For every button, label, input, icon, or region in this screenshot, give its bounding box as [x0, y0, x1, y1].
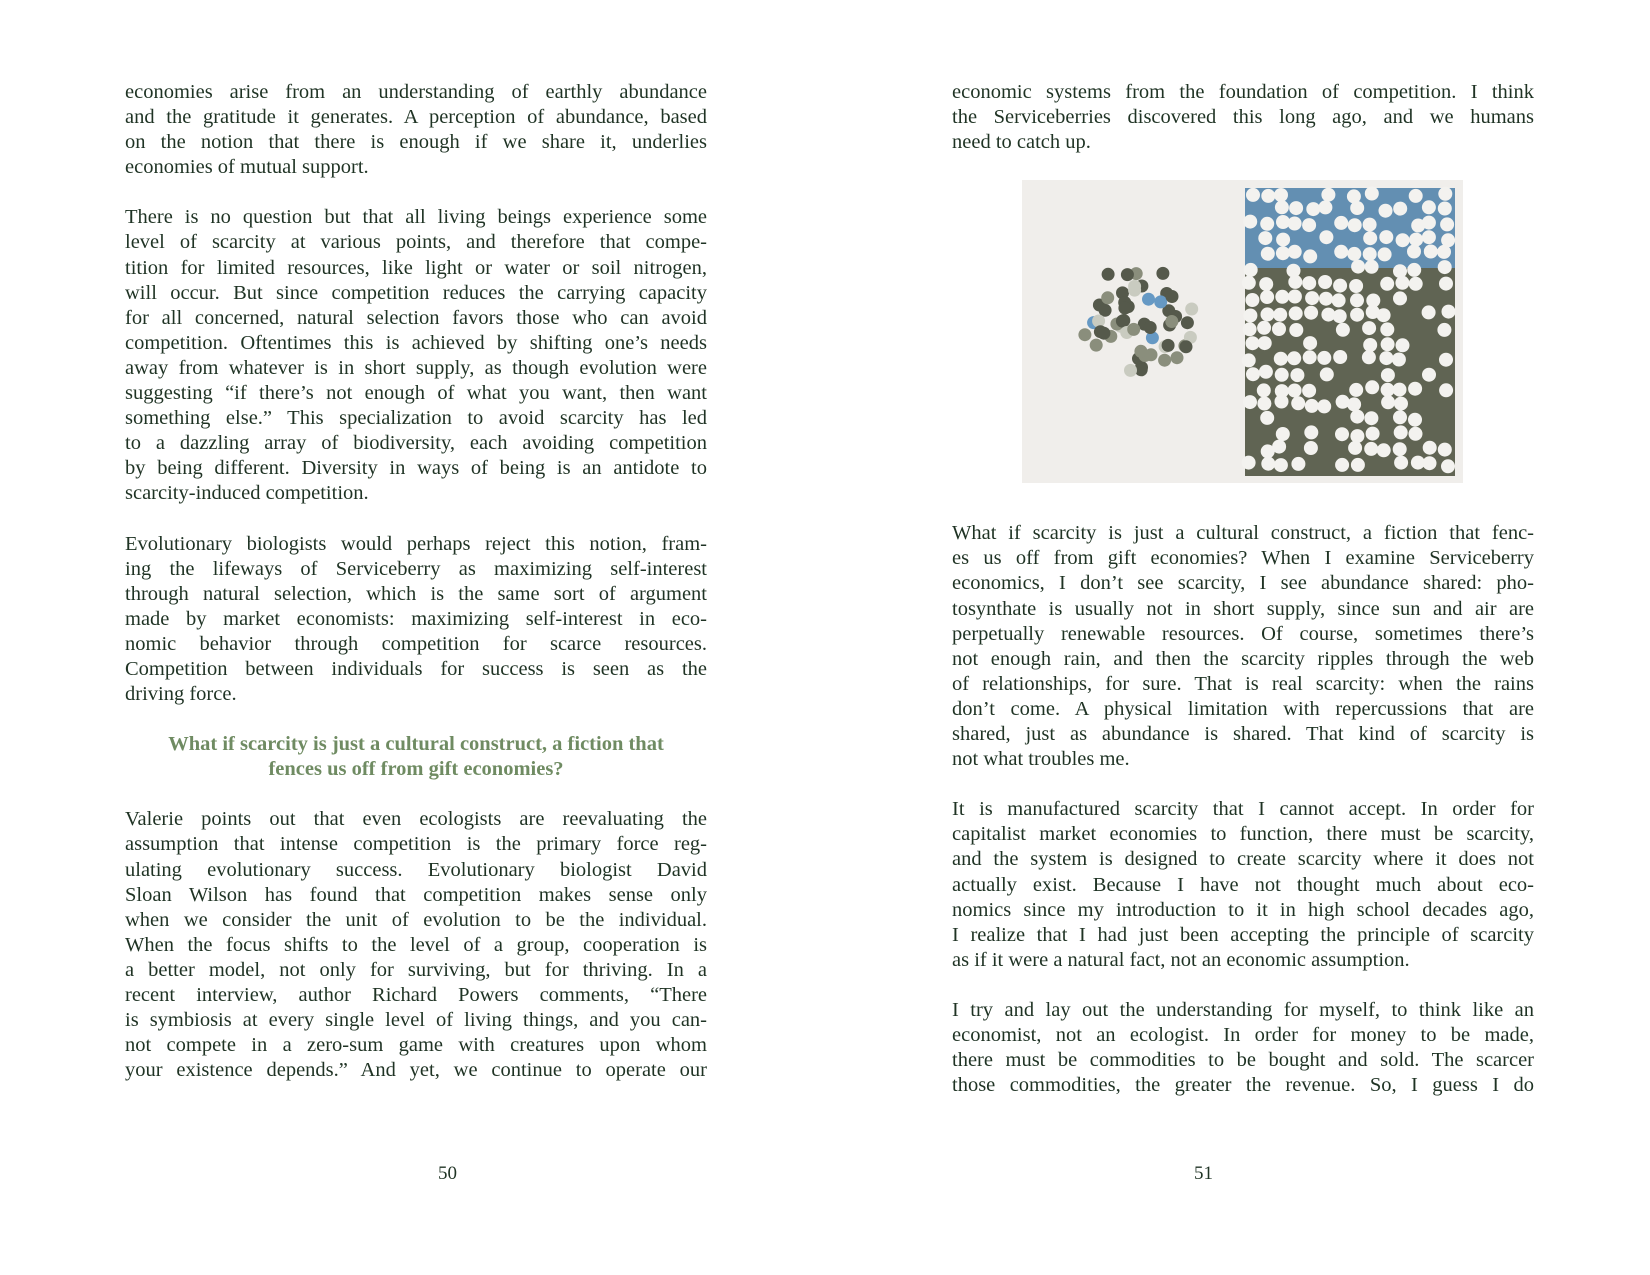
- cluster-dot: [1124, 364, 1137, 377]
- panel-dot: [1302, 218, 1316, 232]
- text-line: to a dazzling array of biodiversity, each avoiding competition: [125, 432, 707, 455]
- panel-dot: [1318, 275, 1332, 289]
- text-line: will occur. But since competition reduces the carrying capacity: [125, 281, 707, 304]
- paragraph: [952, 797, 1534, 973]
- panel-dot: [1350, 294, 1364, 308]
- cluster-dot: [1121, 268, 1134, 281]
- cluster-dot: [1181, 316, 1194, 329]
- panel-dot: [1306, 202, 1320, 216]
- panel-dot: [1244, 263, 1258, 277]
- panel-dot: [1289, 307, 1303, 321]
- panel-dot: [1334, 216, 1348, 230]
- panel-dot: [1363, 231, 1377, 245]
- panel-dot: [1438, 187, 1452, 201]
- panel-dot: [1422, 368, 1436, 382]
- panel-dot: [1275, 368, 1289, 382]
- right-page-text: [952, 80, 1534, 1123]
- panel-dot: [1246, 336, 1260, 350]
- panel-dot: [1396, 339, 1410, 353]
- text-line: What if scarcity is just a cultural construct, a fiction that: [168, 733, 664, 756]
- panel-dot: [1242, 276, 1256, 290]
- panel-dot: [1439, 277, 1453, 291]
- panel-dot: [1437, 245, 1451, 259]
- panel-dot: [1365, 260, 1379, 274]
- paragraph: [125, 532, 707, 708]
- text-line: driving force.: [125, 683, 237, 706]
- panel-dot: [1348, 218, 1362, 232]
- text-line: capitalist market economies to function, there must be scarcity,: [952, 823, 1534, 846]
- text-line: I realize that I had just been accepting the principle of scarcity: [952, 923, 1534, 946]
- panel-dot: [1246, 188, 1260, 202]
- panel-dot: [1363, 218, 1377, 232]
- text-line: not compete in a zero-sum game with creatures upon whom: [125, 1034, 707, 1057]
- panel-dot: [1394, 397, 1408, 411]
- page-number-right: 51: [1194, 1163, 1213, 1184]
- panel-dot: [1318, 201, 1332, 215]
- text-line: It is manufactured scarcity that I cannot accept. In order for: [952, 798, 1534, 821]
- panel-dot: [1381, 368, 1395, 382]
- panel-dot: [1409, 277, 1423, 291]
- panel-dot: [1288, 245, 1302, 259]
- text-line: your existence depends.” And yet, we continue to operate our: [125, 1059, 707, 1082]
- panel-dot: [1258, 231, 1272, 245]
- text-line: a better model, not only for surviving, but for thriving. In a: [125, 958, 707, 981]
- panel-dot: [1379, 351, 1393, 365]
- panel-dot: [1395, 276, 1409, 290]
- panel-dot: [1392, 353, 1406, 367]
- panel-dot: [1438, 260, 1452, 274]
- text-line: by being different. Diversity in ways of being is an antidote to: [125, 457, 707, 480]
- panel-dot: [1261, 457, 1275, 471]
- cluster-dot: [1134, 345, 1147, 358]
- text-line: nomics since my introduction to it in high school decades ago,: [952, 898, 1534, 921]
- panel-dot: [1302, 276, 1316, 290]
- panel-dot: [1243, 395, 1257, 409]
- cluster-dot: [1127, 323, 1140, 336]
- panel-dot: [1351, 260, 1365, 274]
- cluster-dot: [1165, 315, 1178, 328]
- panel-dot: [1440, 218, 1454, 232]
- panel-dot: [1347, 398, 1361, 412]
- panel-dot: [1257, 321, 1271, 335]
- text-line: on the notion that there is enough if we share it, underlies: [125, 131, 707, 154]
- panel-dot: [1381, 338, 1395, 352]
- panel-dot: [1243, 215, 1257, 229]
- panel-dot: [1333, 309, 1347, 323]
- panel-dot: [1257, 384, 1271, 398]
- cluster-dot: [1162, 339, 1175, 352]
- panel-dot: [1260, 411, 1274, 425]
- panel-dot: [1422, 216, 1436, 230]
- text-line: tition for limited resources, like light or water or soil nitrogen,: [125, 256, 707, 279]
- panel-dot: [1332, 294, 1346, 308]
- panel-dot: [1409, 189, 1423, 203]
- panel-dot: [1303, 250, 1317, 264]
- panel-dot: [1260, 217, 1274, 231]
- text-line: There is no question but that all living beings experience some: [125, 206, 707, 229]
- panel-dot: [1261, 247, 1275, 261]
- text-line: level of scarcity at various points, and therefore that compe-: [125, 231, 707, 254]
- panel-dot: [1321, 188, 1335, 202]
- panel-dot: [1407, 245, 1421, 259]
- panel-dot: [1381, 396, 1395, 410]
- text-line: is symbiosis at every single level of living things, and you can-: [125, 1009, 707, 1032]
- panel-dot: [1349, 279, 1363, 293]
- panel-dot: [1305, 291, 1319, 305]
- cluster-dot: [1102, 268, 1115, 281]
- cluster-dot: [1158, 354, 1171, 367]
- panel-dot: [1243, 309, 1257, 323]
- panel-dot: [1380, 277, 1394, 291]
- panel-dot: [1287, 352, 1301, 366]
- panel-dot: [1351, 458, 1365, 472]
- panel-dot: [1424, 245, 1438, 259]
- panel-dot: [1333, 350, 1347, 364]
- panel-dot: [1272, 322, 1286, 336]
- panel-dot: [1261, 308, 1275, 322]
- panel-dot: [1304, 306, 1318, 320]
- text-line: the Serviceberries discovered this long ago, and we humans: [952, 106, 1534, 129]
- text-line: for all concerned, natural selection favors those who can avoid: [125, 306, 707, 329]
- text-line: When the focus shifts to the level of a group, cooperation is: [125, 933, 707, 956]
- text-line: tosynthate is usually not in short supply, since sun and air are: [952, 597, 1534, 620]
- cluster-dot: [1171, 351, 1184, 364]
- panel-dot: [1393, 383, 1407, 397]
- panel-dot: [1394, 456, 1408, 470]
- panel-dot: [1317, 400, 1331, 414]
- panel-dot: [1291, 457, 1305, 471]
- panel-dot: [1381, 383, 1395, 397]
- panel-dot: [1393, 264, 1407, 278]
- panel-dot: [1366, 427, 1380, 441]
- panel-dot: [1273, 308, 1287, 322]
- cluster-dot: [1097, 327, 1110, 340]
- text-line: es us off from gift economies? When I examine Serviceberry: [952, 547, 1534, 570]
- cluster-dot: [1144, 321, 1157, 334]
- text-line: Evolutionary biologists would perhaps reject this notion, fram-: [125, 532, 707, 555]
- panel-dot: [1407, 263, 1421, 277]
- text-line: not enough rain, and then the scarcity ripples through the web: [952, 647, 1534, 670]
- panel-dot: [1347, 247, 1361, 261]
- text-line: of relationships, for sure. That is real scarcity: when the rains: [952, 672, 1534, 695]
- panel-dot: [1305, 399, 1319, 413]
- panel-dot: [1350, 429, 1364, 443]
- panel-dot: [1246, 367, 1260, 381]
- panel-dot: [1275, 290, 1289, 304]
- panel-dot: [1274, 188, 1288, 202]
- panel-dot: [1335, 427, 1349, 441]
- text-line: made by market economists: maximizing self-interest in eco-: [125, 607, 707, 630]
- text-line: economic systems from the foundation of competition. I think: [952, 81, 1534, 103]
- cluster-dot: [1116, 315, 1129, 328]
- panel-dot: [1365, 381, 1379, 395]
- panel-dot: [1290, 368, 1304, 382]
- text-line: Sloan Wilson has found that competition makes sense only: [125, 883, 707, 906]
- panel-dot: [1320, 368, 1334, 382]
- panel-dot: [1276, 427, 1290, 441]
- text-line: those commodities, the greater the revenue. So, I guess I do: [952, 1074, 1534, 1097]
- panel-dot: [1276, 233, 1290, 247]
- text-line: away from whatever is in short supply, as though evolution were: [125, 356, 707, 379]
- text-line: through natural selection, which is the same sort of argument: [125, 582, 707, 605]
- panel-dot: [1362, 351, 1376, 365]
- text-line: ulating evolutionary success. Evolutionary biologist David: [125, 858, 707, 881]
- panel-dot: [1319, 230, 1333, 244]
- panel-dot: [1274, 458, 1288, 472]
- text-line: something else.” This specialization to avoid scarcity has led: [125, 407, 707, 430]
- text-line: scarcity-induced competition.: [125, 482, 369, 505]
- text-line: economies arise from an understanding of earthly abundance: [125, 81, 707, 103]
- panel-dot: [1394, 426, 1408, 440]
- panel-dot: [1333, 279, 1347, 293]
- panel-dot: [1304, 441, 1318, 455]
- panel-dot: [1408, 382, 1422, 396]
- panel-dot: [1261, 189, 1275, 203]
- panel-dot: [1274, 352, 1288, 366]
- panel-dot: [1423, 456, 1437, 470]
- cluster-dot: [1128, 280, 1141, 293]
- panel-dot: [1363, 338, 1377, 352]
- paragraph: [952, 998, 1534, 1098]
- left-page-text: [125, 80, 707, 1108]
- panel-dot: [1260, 290, 1274, 304]
- panel-dot: [1423, 441, 1437, 455]
- panel-dot: [1242, 456, 1256, 470]
- panel-dot: [1393, 411, 1407, 425]
- panel-dot: [1422, 306, 1436, 320]
- text-line: as if it were a natural fact, not an economic assumption.: [952, 948, 1410, 971]
- cluster-dot: [1154, 296, 1167, 309]
- panel-dot: [1379, 204, 1393, 218]
- text-line: I try and lay out the understanding for myself, to think like an: [952, 998, 1534, 1021]
- cluster-dot: [1156, 267, 1169, 280]
- text-line: and the gratitude it generates. A perception of abundance, based: [125, 106, 707, 129]
- panel-dot: [1302, 384, 1316, 398]
- page-number-left: 50: [438, 1163, 457, 1184]
- text-line: fences us off from gift economies?: [268, 758, 564, 781]
- panel-dot: [1422, 230, 1436, 244]
- panel-dot: [1276, 246, 1290, 260]
- text-line: ing the lifeways of Serviceberry as maximizing self-interest: [125, 557, 707, 580]
- panel-dot: [1442, 305, 1456, 319]
- panel-dot: [1438, 443, 1452, 457]
- panel-dot: [1439, 384, 1453, 398]
- panel-dot: [1243, 323, 1257, 337]
- panel-dot: [1393, 442, 1407, 456]
- panel-dot: [1350, 410, 1364, 424]
- text-line: not what troubles me.: [952, 748, 1130, 771]
- text-line: assumption that intense competition is the primary force reg-: [125, 833, 707, 856]
- panel-dot: [1288, 217, 1302, 231]
- text-line: economics, I don’t see scarcity, I see abundance shared: pho-: [952, 572, 1534, 595]
- text-line: competition. Oftentimes this is achieved by shifting one’s needs: [125, 331, 707, 354]
- cluster-dot: [1180, 341, 1193, 354]
- paragraph: [952, 521, 1534, 772]
- panel-dot: [1336, 323, 1350, 337]
- panel-dot: [1288, 275, 1302, 289]
- panel-dot: [1378, 248, 1392, 262]
- pull-quote-heading: [125, 732, 707, 782]
- panel-dot: [1257, 397, 1271, 411]
- text-line: economist, not an ecologist. In order for money to be made,: [952, 1023, 1534, 1046]
- panel-dot: [1303, 336, 1317, 350]
- panel-dot: [1377, 444, 1391, 458]
- panel-dot: [1259, 365, 1273, 379]
- panel-dot: [1350, 308, 1364, 322]
- cluster-dot: [1118, 302, 1131, 315]
- cluster-dot: [1166, 290, 1179, 303]
- panel-dot: [1289, 323, 1303, 337]
- panel-dot: [1409, 233, 1423, 247]
- cluster-dot: [1090, 339, 1103, 352]
- panel-dot: [1334, 245, 1348, 259]
- panel-dot: [1272, 440, 1286, 454]
- paragraph: [125, 807, 707, 1083]
- text-line: there must be commodities to be bought and sold. The scarcer: [952, 1049, 1534, 1072]
- text-line: and the system is designed to create scarcity where it does not: [952, 848, 1534, 871]
- panel-dot: [1409, 427, 1423, 441]
- text-line: when we consider the unit of evolution to be the individual.: [125, 908, 707, 931]
- text-line: What if scarcity is just a cultural construct, a fiction that fenc-: [952, 522, 1534, 545]
- cluster-dot: [1142, 293, 1155, 306]
- panel-dot: [1363, 247, 1377, 261]
- panel-dot: [1380, 323, 1394, 337]
- paragraph: [125, 205, 707, 506]
- cluster-dot: [1185, 303, 1198, 316]
- text-line: recent interview, author Richard Powers comments, “There: [125, 984, 707, 1006]
- panel-dot: [1288, 384, 1302, 398]
- panel-dot: [1393, 292, 1407, 306]
- text-line: suggesting “if there’s not enough of what you want, then want: [125, 382, 707, 405]
- panel-dot: [1365, 187, 1379, 201]
- paragraph: [125, 80, 707, 180]
- panel-dot: [1303, 351, 1317, 365]
- panel-dot: [1364, 442, 1378, 456]
- panel-dot: [1437, 323, 1451, 337]
- panel-dot: [1422, 201, 1436, 215]
- panel-dot: [1304, 426, 1318, 440]
- panel-dot: [1377, 308, 1391, 322]
- panel-dot: [1439, 353, 1453, 367]
- text-line: need to catch up.: [952, 131, 1091, 154]
- panel-dot: [1362, 321, 1376, 335]
- panel-dot: [1317, 351, 1331, 365]
- panel-dot: [1245, 293, 1259, 307]
- text-line: Valerie points out that even ecologists are reevaluating the: [125, 808, 707, 831]
- panel-dot: [1393, 202, 1407, 216]
- panel-dot: [1441, 460, 1455, 474]
- text-line: perpetually renewable resources. Of course, sometimes there’s: [952, 622, 1534, 645]
- cluster-dot: [1101, 292, 1114, 305]
- panel-dot: [1275, 395, 1289, 409]
- text-line: economies of mutual support.: [125, 156, 369, 179]
- panel-dot: [1348, 441, 1362, 455]
- panel-dot: [1379, 230, 1393, 244]
- panel-dot: [1350, 201, 1364, 215]
- paragraph: [952, 80, 1534, 155]
- panel-dot: [1438, 202, 1452, 216]
- panel-dot: [1396, 233, 1410, 247]
- panel-dot: [1335, 458, 1349, 472]
- panel-dot: [1364, 411, 1378, 425]
- panel-dot: [1258, 336, 1272, 350]
- panel-dot: [1259, 277, 1273, 291]
- text-line: shared, just as abundance is shared. That kind of scarcity is: [952, 723, 1534, 746]
- panel-dot: [1408, 413, 1422, 427]
- panel-dot: [1289, 201, 1303, 215]
- panel-dot: [1242, 354, 1256, 368]
- panel-dot: [1319, 292, 1333, 306]
- cluster-dot: [1078, 328, 1091, 341]
- text-line: Competition between individuals for success is seen as the: [125, 657, 707, 680]
- text-line: nomic behavior through competition for scarce resources.: [125, 632, 707, 655]
- text-line: actually exist. Because I have not thought much about eco-: [952, 873, 1534, 896]
- panel-dot: [1288, 290, 1302, 304]
- panel-dot: [1349, 383, 1363, 397]
- panel-dot: [1291, 397, 1305, 411]
- serviceberry-illustration: [1022, 180, 1463, 483]
- text-line: don’t come. A physical limitation with repercussions that are: [952, 697, 1534, 720]
- panel-dot: [1275, 201, 1289, 215]
